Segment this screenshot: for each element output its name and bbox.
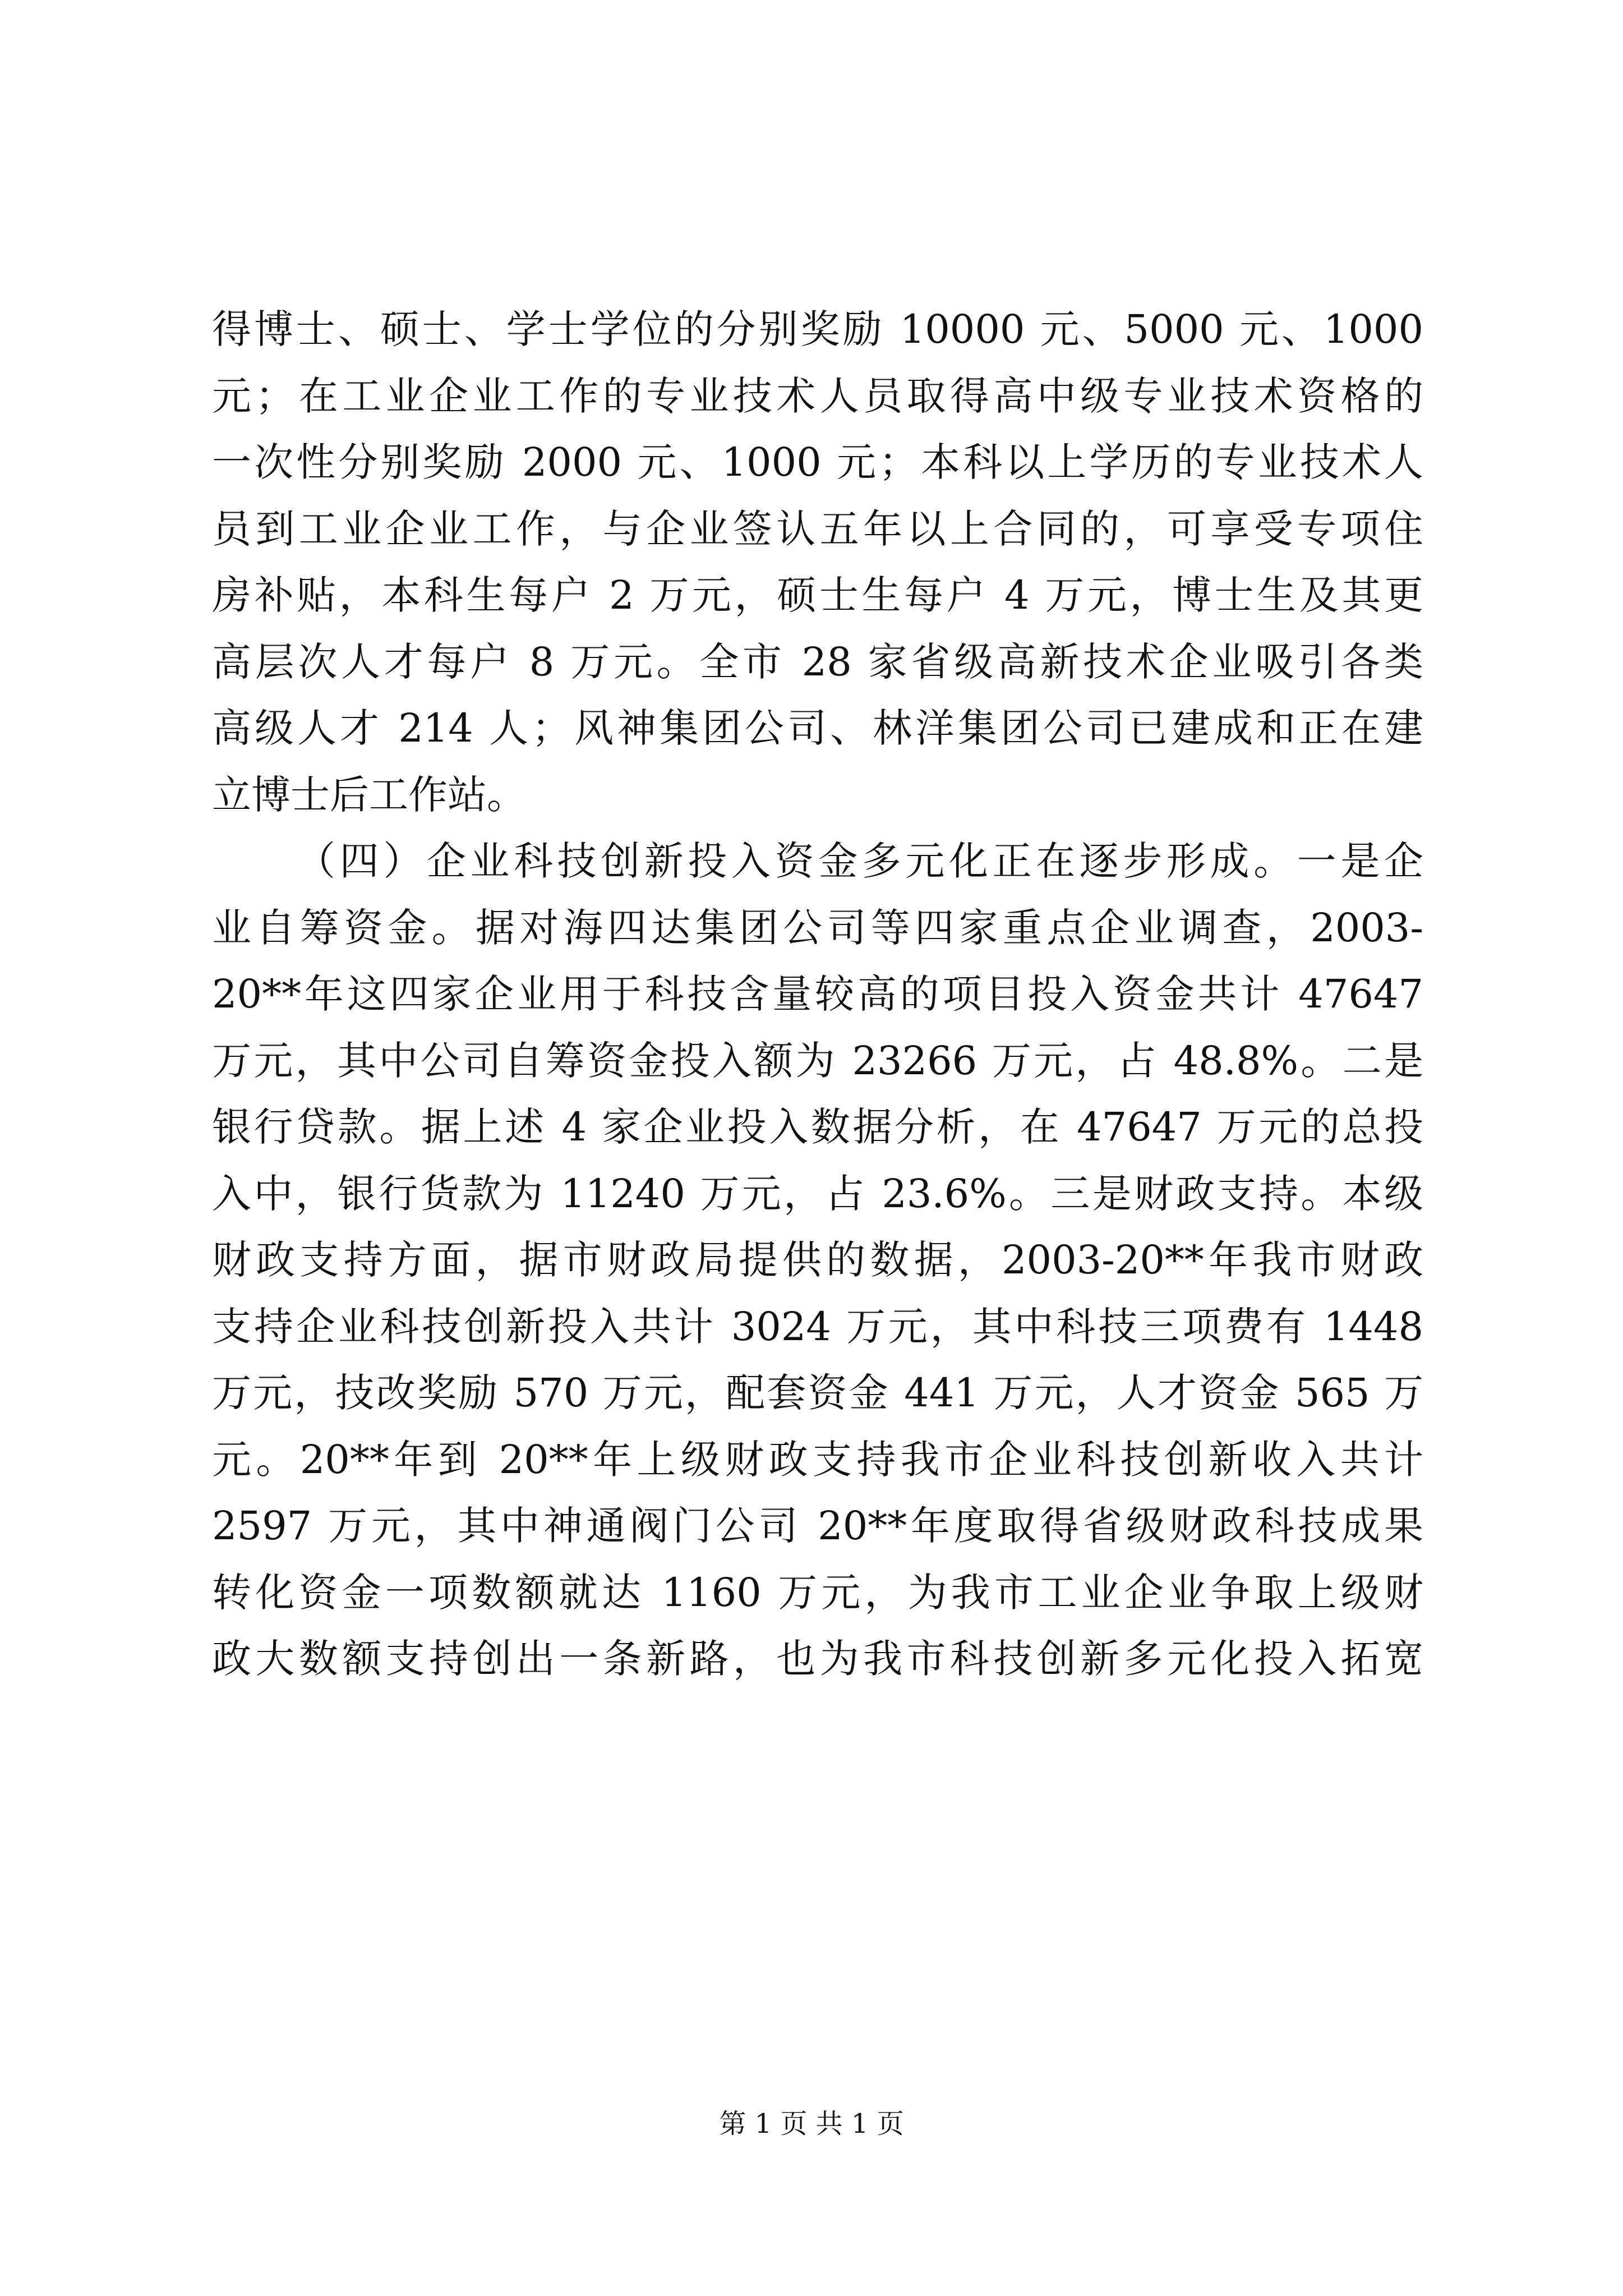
text-line: 元。20**年到 20**年上级财政支持我市企业科技创新收入共计 <box>212 1436 1423 1483</box>
text-line: 一次性分别奖励 2000 元、1000 元；本科以上学历的专业技术人 <box>212 439 1423 485</box>
text-line: 房补贴，本科生每户 2 万元，硕士生每户 4 万元，博士生及其更 <box>212 572 1423 618</box>
text-line: 政大数额支持创出一条新路，也为我市科技创新多元化投入拓宽 <box>212 1636 1423 1682</box>
text-line: 元；在工业企业工作的专业技术人员取得高中级专业技术资格的 <box>212 372 1423 419</box>
text-line: 银行贷款。据上述 4 家企业投入数据分析，在 47647 万元的总投 <box>212 1104 1423 1150</box>
text-line: 2597 万元，其中神通阀门公司 20**年度取得省级财政科技成果 <box>212 1503 1423 1549</box>
text-line: （四）企业科技创新投入资金多元化正在逐步形成。一是企 <box>296 838 1423 884</box>
text-line: 转化资金一项数额就达 1160 万元，为我市工业企业争取上级财 <box>212 1569 1423 1616</box>
text-line: 高级人才 214 人；风神集团公司、林洋集团公司已建成和正在建 <box>212 705 1423 751</box>
page-footer <box>0 2107 1623 2141</box>
text-line: 财政支持方面，据市财政局提供的数据，2003-20**年我市财政 <box>212 1237 1423 1283</box>
text-line: 20**年这四家企业用于科技含量较高的项目投入资金共计 47647 <box>212 971 1423 1017</box>
text-line: 万元，技改奖励 570 万元，配套资金 441 万元，人才资金 565 万 <box>212 1370 1423 1416</box>
text-line: 业自筹资金。据对海四达集团公司等四家重点企业调查，2003- <box>212 904 1423 951</box>
text-line: 得博士、硕士、学士学位的分别奖励 10000 元、5000 元、1000 <box>212 306 1423 352</box>
document-body <box>212 296 1423 1692</box>
paragraph-1 <box>212 296 1423 828</box>
text-line: 高层次人才每户 8 万元。全市 28 家省级高新技术企业吸引各类 <box>212 638 1423 685</box>
text-line: 入中，银行货款为 11240 万元，占 23.6%。三是财政支持。本级 <box>212 1170 1423 1217</box>
text-line: 立博士后工作站。 <box>212 771 526 818</box>
text-line: 支持企业科技创新投入共计 3024 万元，其中科技三项费有 1448 <box>212 1303 1423 1350</box>
page-number-label: 第 1 页 共 1 页 <box>719 2108 904 2139</box>
text-line: 万元，其中公司自筹资金投入额为 23266 万元，占 48.8%。二是 <box>212 1037 1423 1084</box>
text-line: 员到工业企业工作，与企业签认五年以上合同的，可享受专项住 <box>212 505 1423 552</box>
paragraph-2 <box>212 828 1423 1692</box>
